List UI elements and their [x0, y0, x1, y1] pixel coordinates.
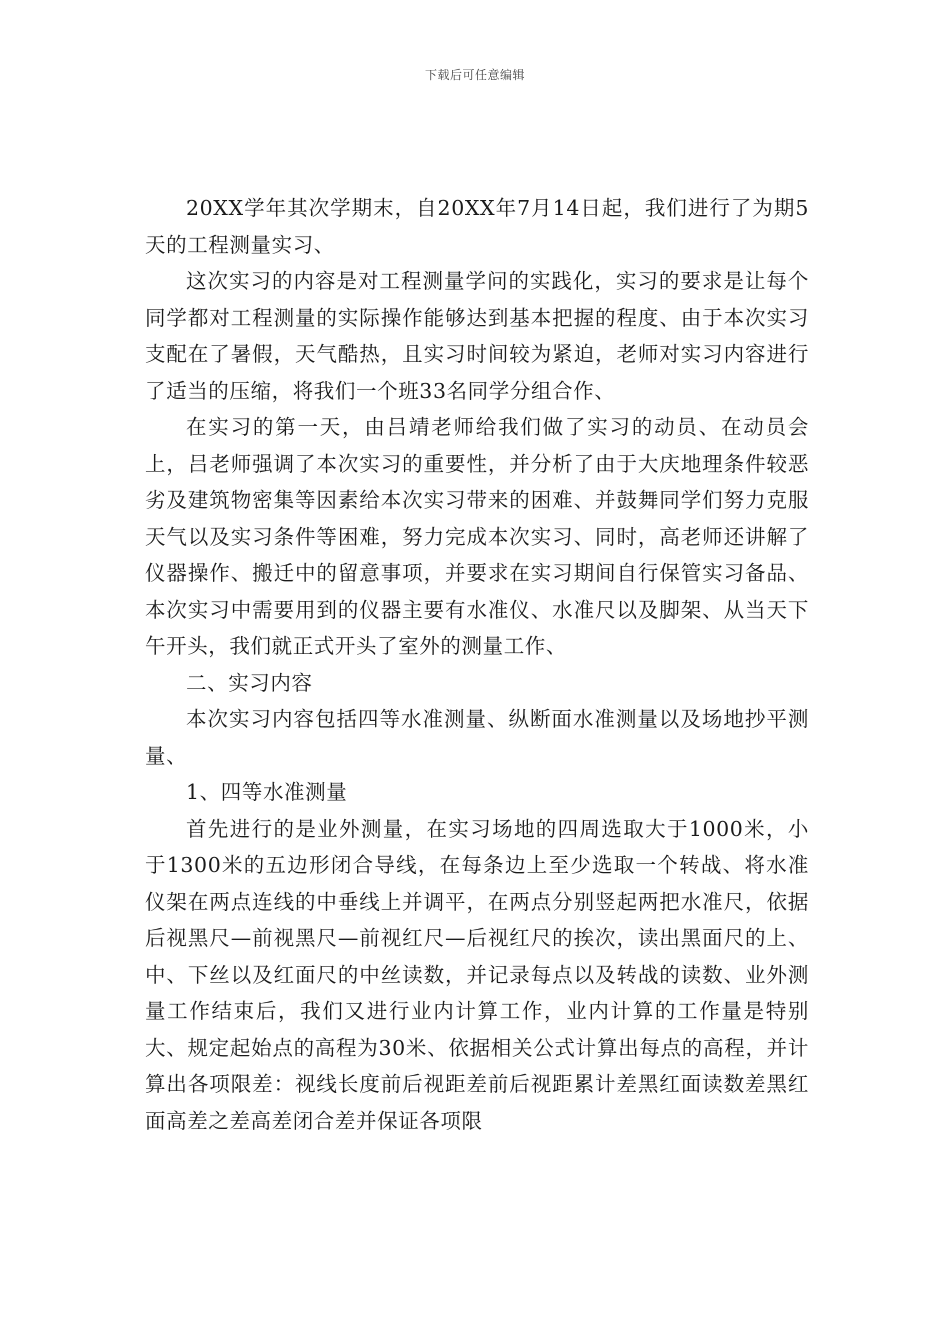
paragraph-intro: 20XX学年其次学期末，自20XX年7月14日起，我们进行了为期5天的工程测量实习、 [145, 196, 809, 257]
paragraph-field-survey: 首先进行的是业外测量，在实习场地的四周选取大于1000米，小于1300米的五边形闭合导线，在每条边上至少选取一个转战、将水准仪架在两点连线的中垂线上并调平，在两点分别竖起两把水准尺，依据后视黑尺—前视黑尺—前视红尺—后视红尺的挨次，读出黑面尺的上、中、下丝以及红面尺的中丝读数，并记录每点以及转战的读数、业外测量工作结束后，我们又进行业内计算工作，业内计算的工作量是特别大、规定起始点的高程为30米、依据相关公式计算出每点的高程，并计算出各项限差：视线长度前后视距差前后视距累计差黑红面读数差黑红面高差之差高差闭合差并保证各项限 [145, 816, 809, 1133]
document-body [145, 190, 809, 1139]
subsection-heading: 1、四等水准测量 [186, 780, 348, 804]
paragraph-first-day: 在实习的第一天，由吕靖老师给我们做了实习的动员、在动员会上，吕老师强调了本次实习的重要性，并分析了由于大庆地理条件较恶劣及建筑物密集等因素给本次实习带来的困难、并鼓舞同学们努力克服天气以及实习条件等困难，努力完成本次实习、同时，高老师还讲解了仪器操作、搬迁中的留意事项，并要求在实习期间自行保管实习备品、本次实习中需要用到的仪器主要有水准仪、水准尺以及脚架、从当天下午开头，我们就正式开头了室外的测量工作、 [145, 415, 809, 658]
page-header: 下载后可任意编辑 [424, 68, 525, 82]
section-heading: 二、实习内容 [186, 670, 313, 695]
paragraph-content: 这次实习的内容是对工程测量学问的实践化，实习的要求是让每个同学都对工程测量的实际操作能够达到基本把握的程度、由于本次实习支配在了暑假，天气酷热，且实习时间较为紧迫，老师对实习内容进行了适当的压缩，将我们一个班33名同学分组合作、 [145, 269, 809, 403]
paragraph-scope: 本次实习内容包括四等水准测量、纵断面水准测量以及场地抄平测量、 [145, 707, 809, 768]
